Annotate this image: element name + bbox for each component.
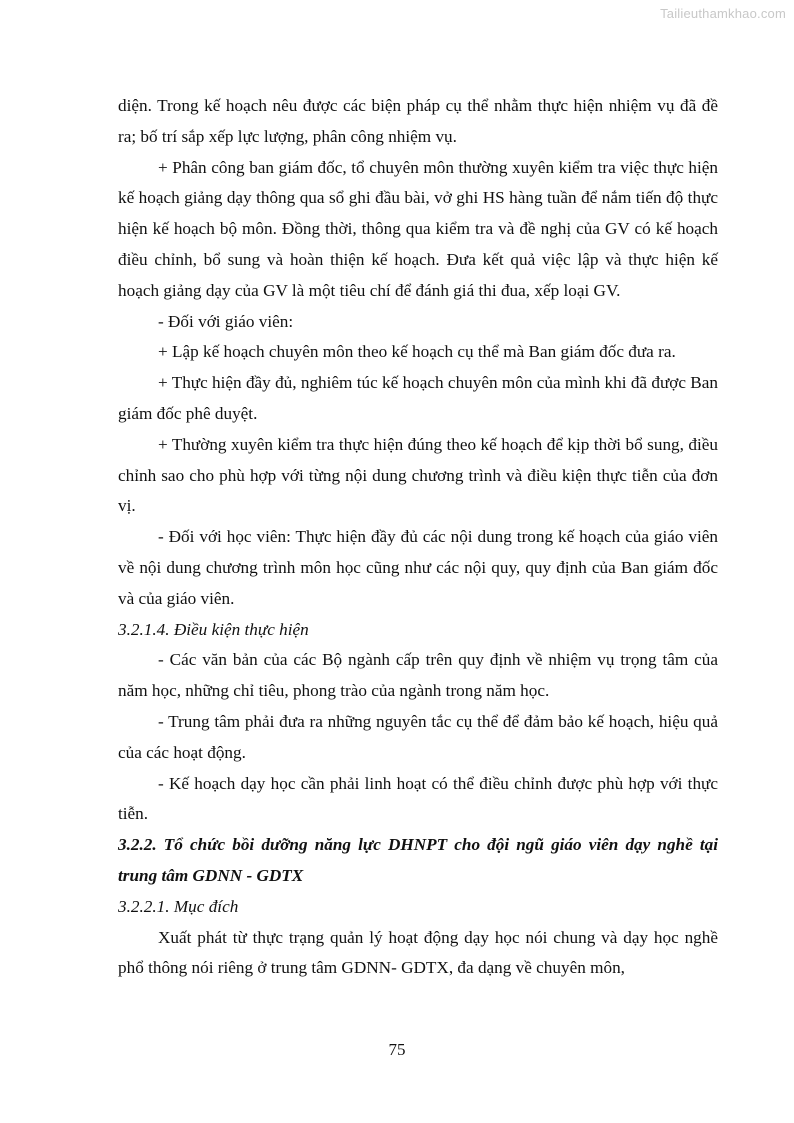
paragraph-teacher-check: + Thường xuyên kiểm tra thực hiện đúng theo kế hoạch để kịp thời bổ sung, điều chỉnh sao cho phù hợp với từng nội dung chương trình và điều kiện thực tiễn của đơn vị. — [118, 434, 718, 516]
paragraph-board-assignment: + Phân công ban giám đốc, tổ chuyên môn thường xuyên kiểm tra việc thực hiện kế hoạch giảng dạy thông qua sổ ghi đầu bài, vở ghi HS hàng tuần để nắm tiến độ thực hiện kế hoạch bộ môn. Đồng thời, thông qua kiểm tra và đề nghị của GV có kế hoạch điều chỉnh, bổ sung và hoàn thiện kế hoạch. Đưa kết quả việc lập và thực hiện kế hoạch giảng dạy của GV là một tiêu chí để đánh giá thi đua, xếp loại GV. — [118, 157, 718, 300]
paragraph-center-principles: - Trung tâm phải đưa ra những nguyên tắc cụ thể để đảm bảo kế hoạch, hiệu quả của các hoạt động. — [118, 711, 718, 762]
heading-conditions: 3.2.1.4. Điều kiện thực hiện — [118, 619, 309, 639]
paragraph-ministry-docs: - Các văn bản của các Bộ ngành cấp trên quy định về nhiệm vụ trọng tâm của năm học, những chỉ tiêu, phong trào của ngành trong năm học. — [118, 650, 718, 701]
watermark-text: Tailieuthamkhao.com — [660, 6, 786, 21]
paragraph-continuation: diện. Trong kế hoạch nêu được các biện pháp cụ thể nhằm thực hiện nhiệm vụ đã đề ra; bố trí sắp xếp lực lượng, phân công nhiệm vụ. — [118, 96, 718, 146]
heading-section-3-2-2: 3.2.2. Tổ chức bồi dưỡng năng lực DHNPT cho đội ngũ giáo viên dạy nghề tại trung tâm GDNN - GDTX — [118, 835, 718, 885]
paragraph-for-students: - Đối với học viên: Thực hiện đầy đủ các nội dung trong kế hoạch của giáo viên về nội dung chương trình môn học cũng như các nội quy, quy định của Ban giám đốc và của giáo viên. — [118, 527, 718, 608]
page-number: 75 — [388, 1040, 406, 1059]
paragraph-flexible-plan: - Kế hoạch dạy học cần phải linh hoạt có thể điều chỉnh được phù hợp với thực tiễn. — [118, 773, 718, 824]
paragraph-teacher-plan: + Lập kế hoạch chuyên môn theo kế hoạch cụ thể mà Ban giám đốc đưa ra. — [158, 342, 676, 362]
heading-purpose: 3.2.2.1. Mục đích — [118, 896, 239, 916]
paragraph-origin: Xuất phát từ thực trạng quản lý hoạt động dạy học nói chung và dạy học nghề phổ thông nói riêng ở trung tâm GDNN- GDTX, đa dạng về chuyên môn, — [118, 927, 718, 978]
paragraph-teacher-execute: + Thực hiện đầy đủ, nghiêm túc kế hoạch chuyên môn của mình khi đã được Ban giám đốc phê duyệt. — [118, 373, 718, 423]
document-body — [118, 91, 718, 984]
paragraph-for-teachers: - Đối với giáo viên: — [158, 311, 294, 331]
